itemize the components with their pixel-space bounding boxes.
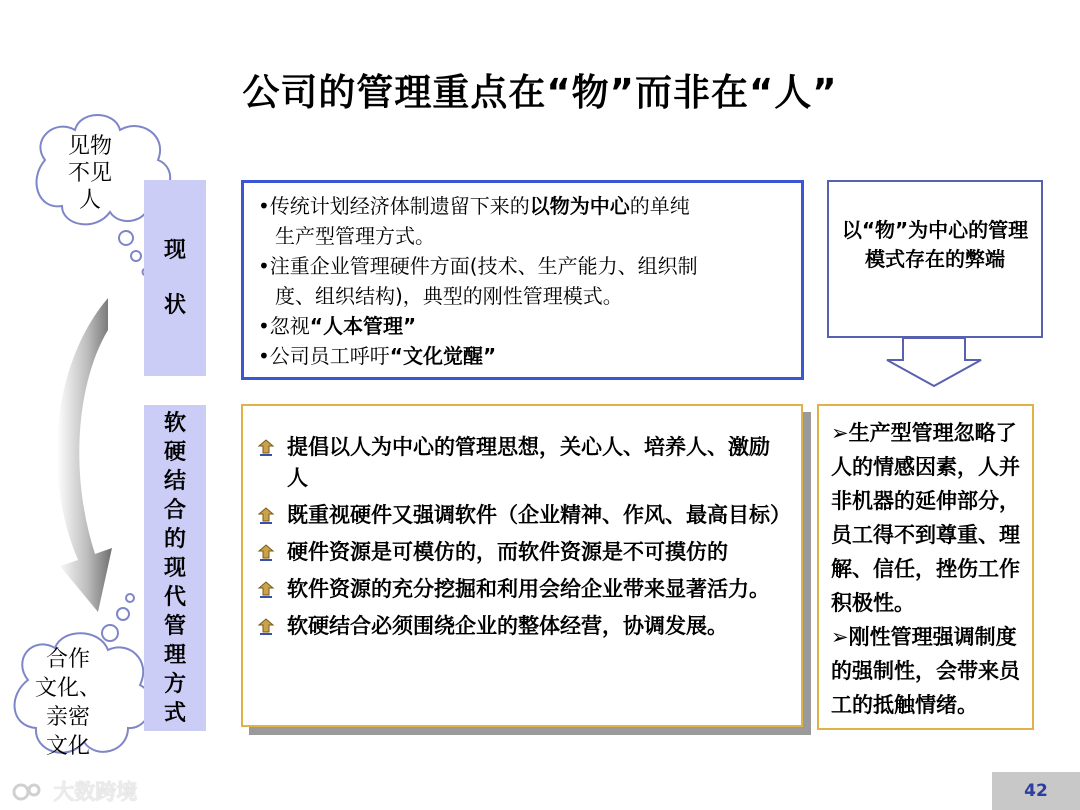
cloud-top-text	[55, 133, 125, 214]
bullet-icon	[257, 439, 275, 457]
curved-arrow-shape	[57, 298, 112, 612]
label-char: 方	[163, 671, 186, 697]
drawback-item: ➢生产型管理忽略了人的情感因素，人并非机器的延伸部分，员工得不到尊重、理解、信任，挫伤工作积极性。	[831, 421, 1020, 615]
label-char: 的	[163, 526, 186, 552]
current-item-text: •忽视	[258, 314, 310, 338]
label-char: 软	[163, 410, 186, 436]
current-item-text: •公司员工呼吁	[258, 344, 390, 368]
label-char: 硬	[163, 439, 186, 465]
label-char: 管	[163, 613, 186, 639]
modern-list-item	[257, 432, 785, 494]
label-char: 现	[163, 555, 186, 581]
label-char: 式	[163, 700, 186, 726]
label-current-state	[144, 180, 206, 376]
bullet-icon	[257, 581, 275, 599]
current-item-text: •传统计划经济体制遗留下来的	[258, 194, 530, 218]
current-item-bold: “文化觉醒”	[389, 344, 497, 368]
slide-title: 公司的管理重点在“物”而非在“人”	[242, 71, 838, 114]
modern-item-text: 提倡以人为中心的管理思想，关心人、培养人、激励人	[287, 435, 770, 490]
page-number: 42	[992, 772, 1080, 810]
current-item-bold: “人本管理”	[309, 314, 417, 338]
watermark-icon	[12, 781, 46, 803]
label-char: 状	[163, 293, 186, 318]
cloud-bottom-line: 文化、	[34, 676, 101, 701]
modern-item-text: 硬件资源是可模仿的，而软件资源是不可摸仿的	[287, 540, 728, 564]
down-arrow-shape	[887, 338, 981, 386]
modern-list-item	[257, 574, 785, 605]
current-state-box	[241, 180, 804, 380]
label-char: 代	[163, 584, 186, 610]
bullet-icon	[257, 544, 275, 562]
modern-item-text: 软硬结合必须围绕企业的整体经营，协调发展。	[287, 614, 728, 638]
modern-list-item	[257, 537, 785, 568]
watermark-text: 大数跨境	[53, 780, 138, 804]
current-item-text: 度、组织结构)，典型的刚性管理模式。	[275, 284, 623, 308]
bullet-icon	[257, 618, 275, 636]
current-item-1	[258, 191, 787, 251]
current-item-text: •注重企业管理硬件方面(技术、生产能力、组织制	[258, 254, 698, 278]
modern-list-item	[257, 611, 785, 642]
label-modern-management	[144, 405, 206, 731]
cloud-top-line: 不见	[67, 161, 112, 186]
callout-text: 以“物”为中心的管理模式存在的弊端	[841, 218, 1029, 271]
modern-item-text: 既重视硬件又强调软件（企业精神、作风、最高目标）	[287, 503, 791, 527]
current-item-3	[258, 311, 787, 341]
cloud-bottom-text	[28, 645, 108, 761]
current-item-2	[258, 251, 787, 311]
current-item-bold: 以物为中心	[529, 194, 630, 218]
drawbacks-box	[817, 404, 1034, 730]
cloud-bottom-line: 合作	[45, 647, 90, 672]
cloud-bottom-line: 文化	[45, 734, 90, 759]
modern-item-text: 软件资源的充分挖掘和利用会给企业带来显著活力。	[287, 577, 770, 601]
current-item-text: 的单纯	[629, 194, 690, 218]
label-char: 结	[163, 468, 186, 494]
modern-management-box	[241, 404, 803, 727]
cloud-top-line: 见物	[67, 134, 112, 159]
label-char: 合	[163, 497, 186, 523]
label-char: 现	[163, 238, 186, 263]
cloud-top-line: 人	[78, 188, 101, 213]
current-item-text: 生产型管理方式。	[275, 224, 435, 248]
bullet-icon	[257, 507, 275, 525]
drawback-callout	[827, 180, 1043, 338]
label-char: 理	[163, 642, 186, 668]
watermark-logo	[12, 776, 137, 806]
drawback-item: ➢刚性管理强调制度的强制性，会带来员工的抵触情绪。	[831, 625, 1020, 717]
cloud-bottom-line: 亲密	[45, 705, 90, 730]
current-item-4	[258, 341, 787, 371]
modern-list-item	[257, 500, 791, 531]
